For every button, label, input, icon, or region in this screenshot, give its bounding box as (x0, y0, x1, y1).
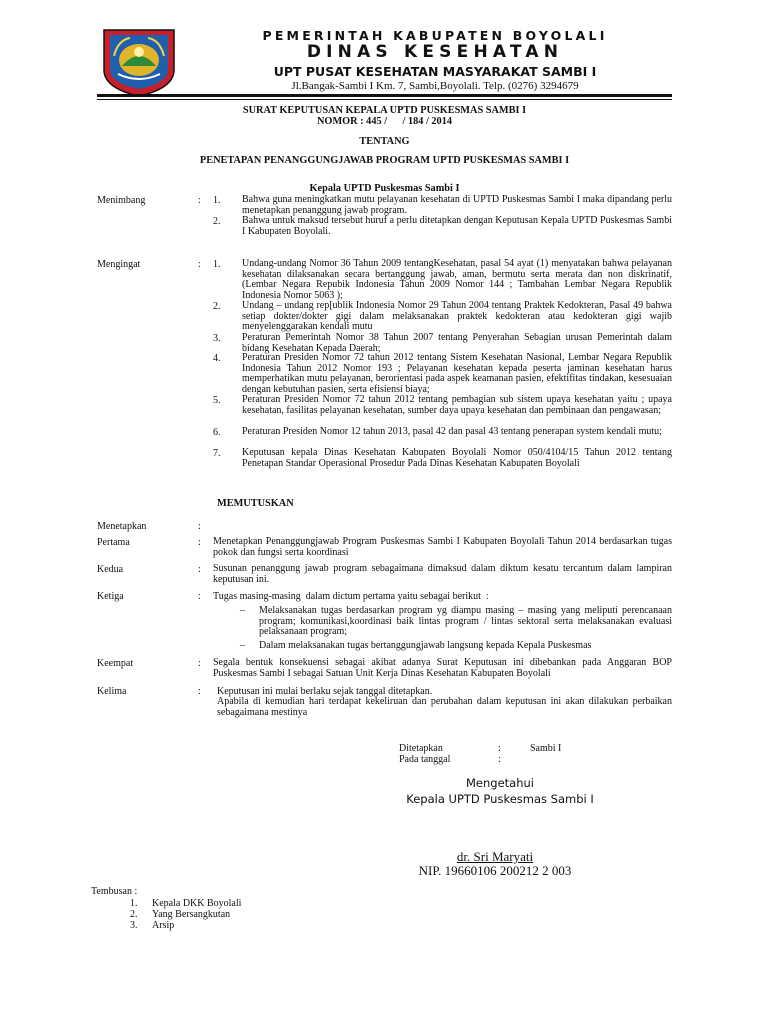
mengingat-3-text: Peraturan Pemerintah Nomor 38 Tahun 2007 tentang Penyerahan Sebagian urusan Pemerintah dalam bidang Kesehatan Kepada Daerah; (242, 332, 672, 354)
pertama-text: Menetapkan Penanggungjawab Program Puskesmas Sambi I Kabupaten Boyolali Tahun 2014 berdasarkan tugas pokok dan fungsi serta koordinasi (213, 536, 672, 558)
signer-nip: NIP. 19660106 200212 2 003 (418, 863, 572, 878)
tentang-heading: TENTANG (359, 136, 410, 147)
tanggal-label: Pada tanggal (399, 754, 451, 765)
pertama-label: Pertama (97, 537, 130, 548)
decree-number: NOMOR : 445 / / 184 / 2014 (317, 116, 452, 127)
mengingat-4-num: 4. (213, 353, 221, 364)
letterhead-divider-thin (97, 99, 672, 100)
menimbang-colon: : (198, 195, 201, 206)
ditetapkan-value: Sambi I (530, 743, 562, 754)
ketiga-bullet-1-text: Melaksanakan tugas berdasarkan program yg diampu masing – masing yang meliputi perencanaan program; komunikasi,koordinasi baik lintas program / lintas sektoral serta melaksanakan evaluasi pelaksanaan program; (259, 605, 672, 638)
mengetahui-label: Mengetahui (466, 776, 534, 790)
letterhead-divider-thick (97, 94, 672, 97)
kedua-label: Kedua (97, 564, 124, 575)
signer-position: Kepala UPTD Puskesmas Sambi I (406, 792, 594, 806)
ketiga-bullet-2-text: Dalam melaksanakan tugas bertanggungjawab langsung kepada Kepala Puskesmas (259, 640, 592, 651)
menimbang-2-text: Bahwa untuk maksud tersebut huruf a perlu ditetapkan dengan Keputusan Kepala UPTD Puskesmas Sambi I Kabupaten Boyolali. (242, 215, 672, 237)
mengingat-2-num: 2. (213, 301, 221, 312)
decree-subject: PENETAPAN PENANGGUNGJAWAB PROGRAM UPTD PUSKESMAS SAMBI I (199, 155, 570, 166)
ditetapkan-label: Ditetapkan (399, 743, 443, 754)
menimbang-1-num: 1. (213, 195, 221, 206)
kedua-text: Susunan penanggung jawab program sebagaimana dimaksud dalam diktum kesatu tercantum dalam lampiran keputusan ini. (213, 563, 672, 585)
menimbang-1-text: Bahwa guna meningkatkan mutu pelayanan kesehatan di UPTD Puskesmas Sambi I maka dipandang perlu menetapkan penanggung jawab program. (242, 194, 672, 216)
menimbang-2-num: 2. (213, 216, 221, 227)
signer-name: dr. Sri Maryati (456, 849, 534, 864)
tembusan-3-text: Arsip (152, 920, 175, 931)
mengingat-1-text: Undang-undang Nomor 36 Tahun 2009 tentangKesehatan, pasal 54 ayat (1) menyatakan bahwa pelayanan kesehatan dilaksanakan secara bertanggung jawab, aman, bermutu serta merata dan non diskrinatif, (Lembar Negara Repubik Indonesia Tahun 2009 Nomor 144 ; Tambahan Lembar Negara Republik Indonesia Nomor 5063 ); (242, 258, 672, 301)
mengingat-5-text: Peraturan Presiden Nomor 72 tahun 2012 tentang pembagian sub sistem upaya kesehatan yaitu ; upaya kesehatan, fasilitas pelayanan kesehatan, sumber daya upaya kesehatan dan pembinaan dan pengawasan; (242, 394, 672, 416)
menetapkan-label: Menetapkan (97, 521, 147, 532)
mengingat-colon: : (198, 259, 201, 270)
decree-issuer: Kepala UPTD Puskesmas Sambi I (309, 183, 460, 194)
mengingat-6-text: Peraturan Presiden Nomor 12 tahun 2013, pasal 42 dan pasal 43 tentang penerapan system kendali mutu; (242, 426, 662, 437)
mengingat-7-text: Keputusan kepala Dinas Kesehatan Kabupaten Boyolali Nomor 050/4104/15 Tahun 2012 tentang Penetapan Standar Operasional Prosedur Pada Dinas Kesehatan Kabupaten Boyolali (242, 447, 672, 469)
letterhead-unit: UPT PUSAT KESEHATAN MASYARAKAT SAMBI I (273, 64, 597, 79)
keempat-colon: : (198, 658, 201, 669)
decree-title: SURAT KEPUTUSAN KEPALA UPTD PUSKESMAS SAMBI I (242, 105, 527, 116)
menetapkan-colon: : (198, 521, 201, 532)
ketiga-label: Ketiga (97, 591, 124, 602)
letterhead-department: DINAS KESEHATAN (306, 42, 564, 62)
tembusan-2-text: Yang Bersangkutan (152, 909, 231, 920)
tembusan-3-num: 3. (130, 920, 138, 931)
ditetapkan-colon: : (498, 743, 501, 754)
ketiga-bullet-2-dash: – (240, 640, 245, 651)
mengingat-6-num: 6. (213, 427, 221, 438)
kelima-label: Kelima (97, 686, 127, 697)
tembusan-1-text: Kepala DKK Boyolali (152, 898, 242, 909)
mengingat-7-num: 7. (213, 448, 221, 459)
mengingat-5-num: 5. (213, 395, 221, 406)
pertama-colon: : (198, 537, 201, 548)
kelima-line-1: Keputusan ini mulai berlaku sejak tanggal ditetapkan. (217, 686, 433, 697)
tembusan-2-num: 2. (130, 909, 138, 920)
tembusan-label: Tembusan : (91, 886, 138, 897)
ketiga-colon: : (198, 591, 201, 602)
ketiga-bullet-1-dash: – (240, 605, 245, 616)
tanggal-colon: : (498, 754, 501, 765)
keempat-text: Segala bentuk konsekuensi sebagai akibat adanya Surat Keputusan ini dibebankan pada Anggaran BOP Puskesmas Sambi I sebagai Satuan Unit Kerja Dinas Kesehatan Kabupaten Boyolali (213, 657, 672, 679)
mengingat-label: Mengingat (97, 259, 141, 270)
kelima-colon: : (198, 686, 201, 697)
tembusan-1-num: 1. (130, 898, 138, 909)
mengingat-2-text: Undang – undang rep[ublik Indonesia Nomor 29 Tahun 2004 tentang Praktek Kedokteran, Pasal 49 bahwa setiap dokter/dokter gigi dalam melaksanakan praktek kedokteran atau kedokteran gigi wajib menyelenggarakan kendali mutu (242, 300, 672, 333)
mengingat-1-num: 1. (213, 259, 221, 270)
memutuskan-heading: MEMUTUSKAN (217, 498, 294, 509)
mengingat-4-text: Peraturan Presiden Nomor 72 tahun 2012 tentang Sistem Kesehatan Nasional, Lembar Negara Republik Indonesia Tahun 2012 Nomor 193 ; Pelayanan kesehatan kepada peserta jaminan kesehatan harus memperhatikan mutu pelayanan, berorientasi pada aspek keamanan pasien, efektifitas tindakan, kesesuaian dengan kebutuhan pasien, serta efisiensi biaya; (242, 352, 672, 395)
boyolali-emblem-logo (100, 26, 178, 98)
mengingat-3-num: 3. (213, 333, 221, 344)
kedua-colon: : (198, 564, 201, 575)
menimbang-label: Menimbang (97, 195, 146, 206)
keempat-label: Keempat (97, 658, 134, 669)
ketiga-text: Tugas masing-masing dalam dictum pertama yaitu sebagai berikut : (213, 591, 489, 602)
letterhead-address: Jl.Bangak-Sambi I Km. 7, Sambi,Boyolali. Telp. (0276) 3294679 (291, 80, 579, 92)
kelima-line-2: Apabila di kemudian hari terdapat kekeliruan dan perubahan dalam keputusan ini akan dilakukan perbaikan sebagaimana mestinya (217, 696, 672, 718)
letterhead-government: PEMERINTAH KABUPATEN BOYOLALI (262, 28, 608, 43)
